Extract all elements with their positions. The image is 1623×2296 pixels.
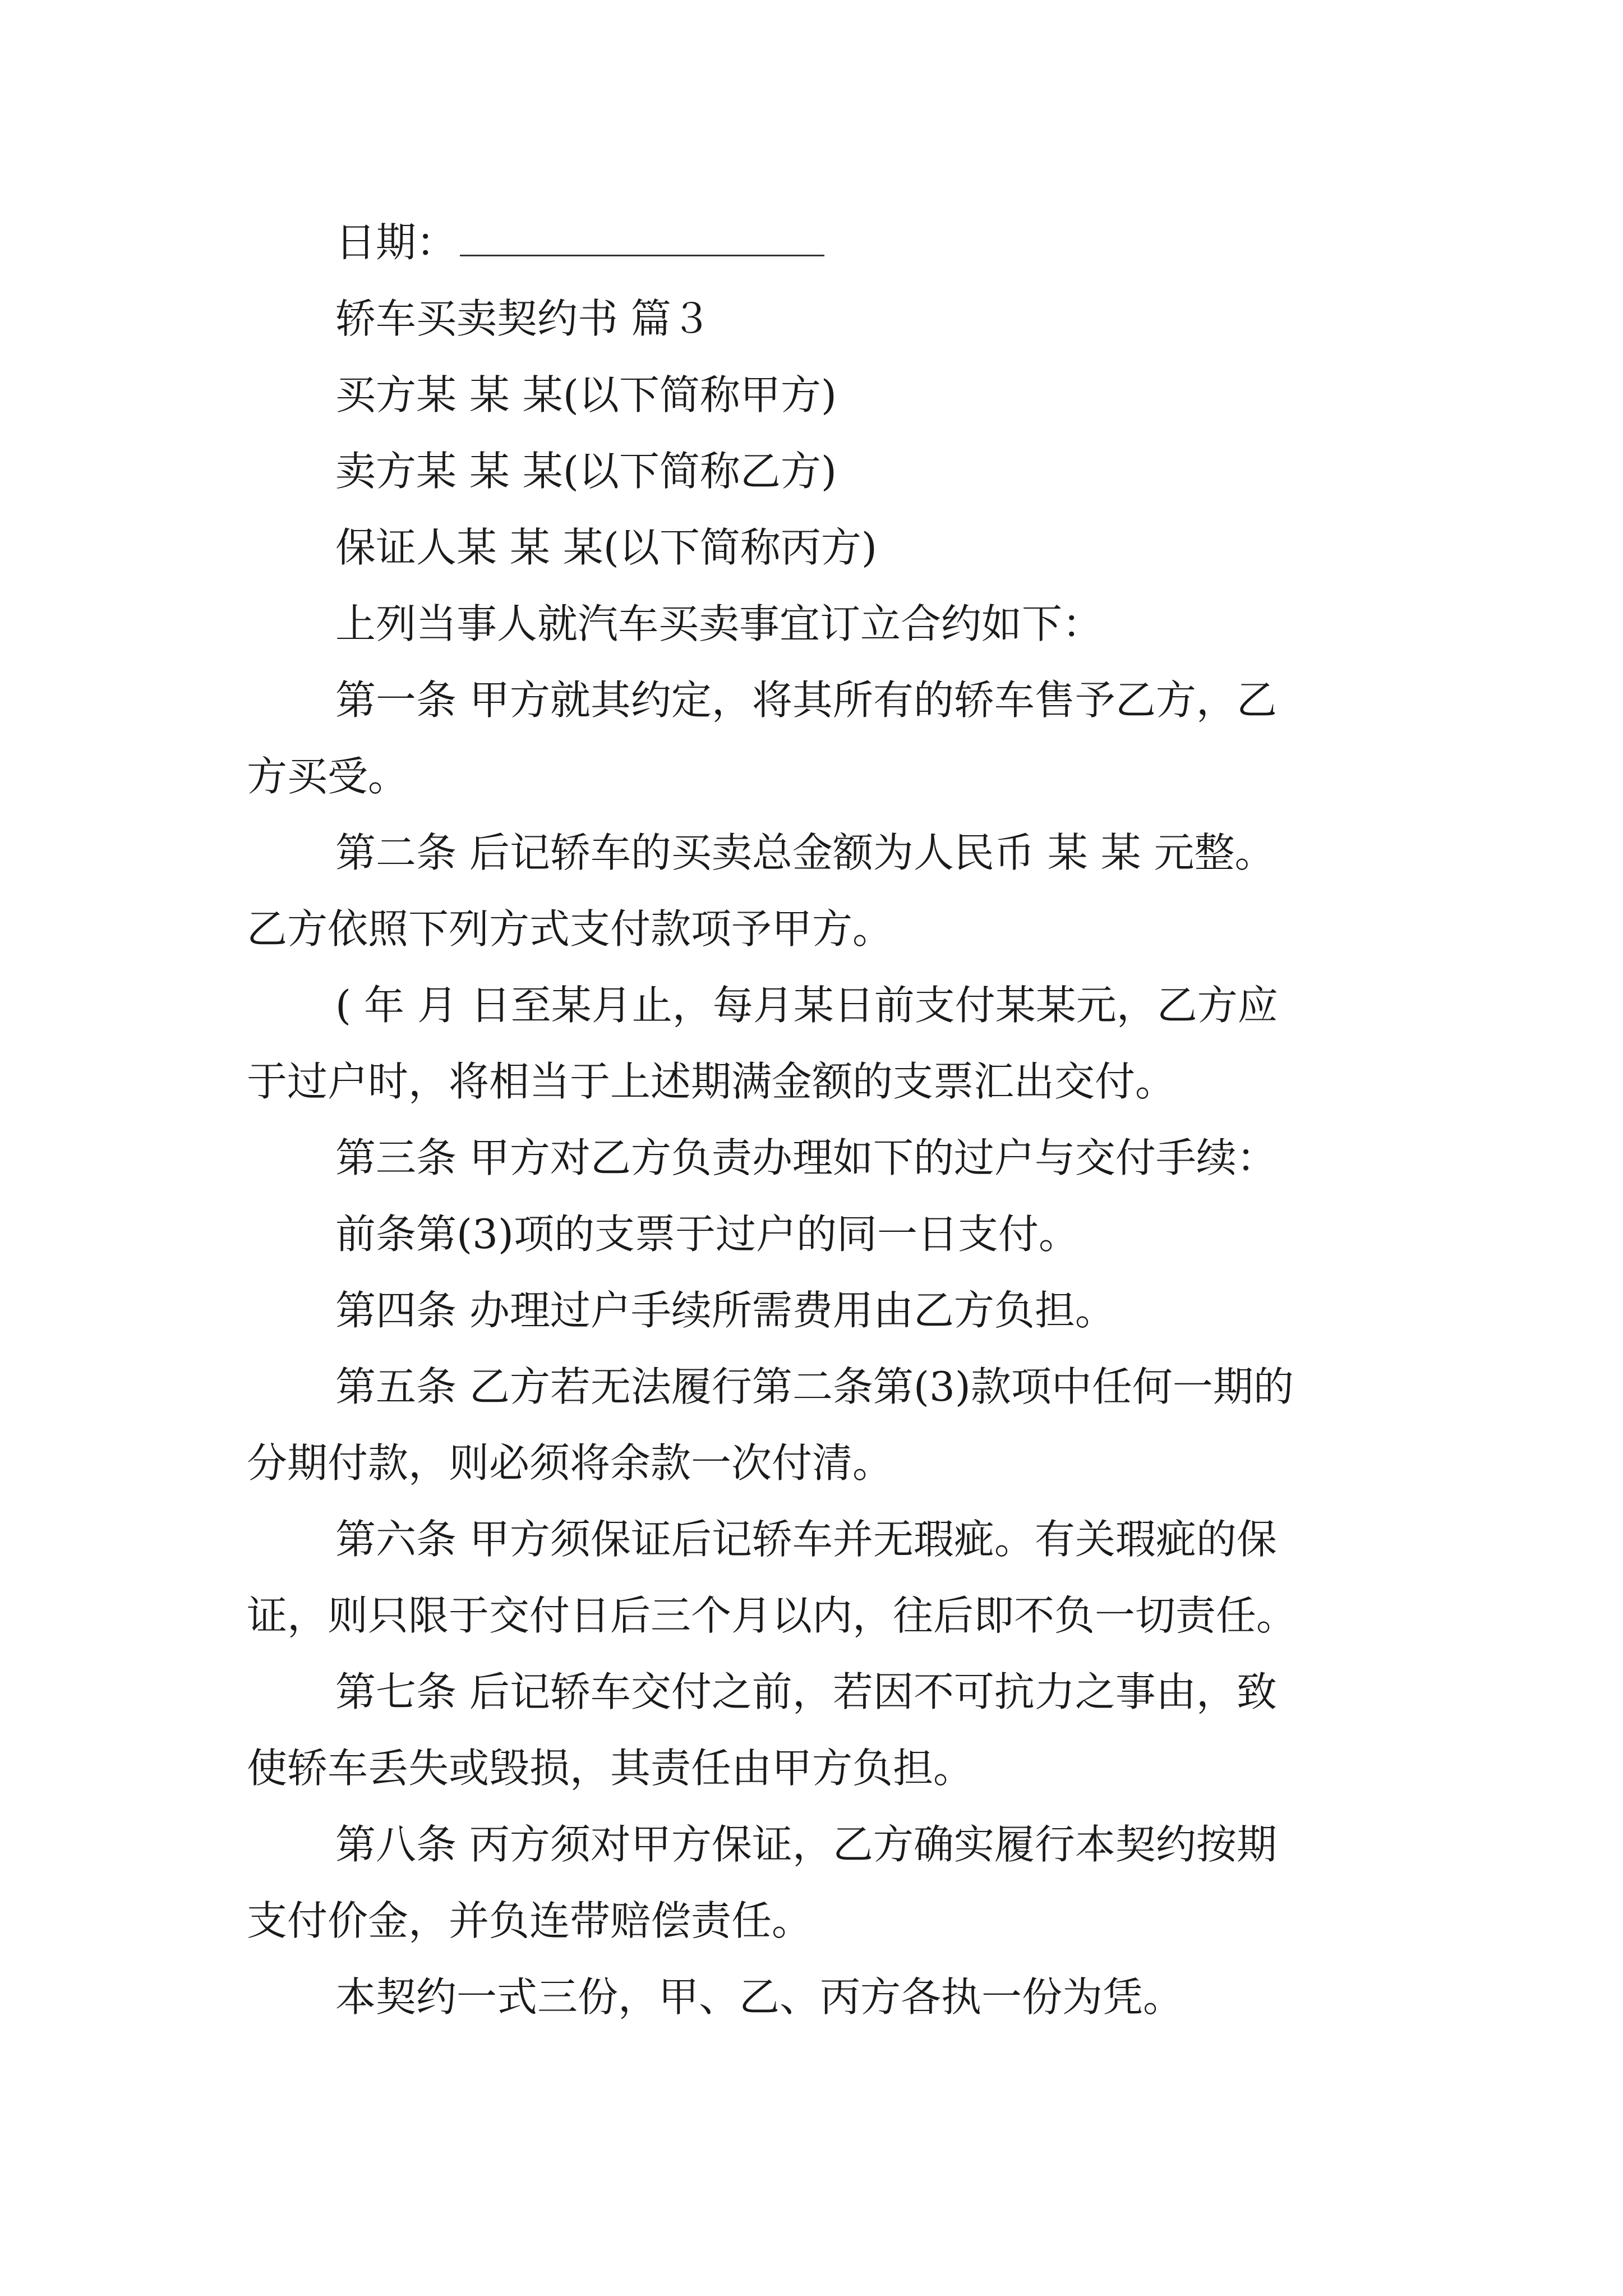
article2-line2: 乙方依照下列方式支付款项予甲方。 xyxy=(247,905,893,953)
article7-line2: 使轿车丢失或毁损，其责任由甲方负担。 xyxy=(247,1745,974,1792)
article6-line2: 证，则只限于交付日后三个月以内，往后即不负一切责任。 xyxy=(247,1592,1297,1639)
date-blank xyxy=(460,215,824,256)
payment-line1: ( 年 月 日至某月止，每月某日前支付某某元，乙方应 xyxy=(335,982,1278,1029)
closing-line: 本契约一式三份，甲、乙、丙方各执一份为凭。 xyxy=(335,1973,1184,2021)
article3-line: 第三条 甲方对乙方负责办理如下的过户与交付手续： xyxy=(335,1134,1277,1181)
article1-line1: 第一条 甲方就其约定，将其所有的轿车售予乙方，乙 xyxy=(335,677,1277,724)
article5-line2: 分期付款，则必须将余款一次付清。 xyxy=(247,1439,893,1487)
buyer-line: 买方某 某 某(以下简称甲方) xyxy=(335,371,837,418)
seller-line: 卖方某 某 某(以下简称乙方) xyxy=(335,448,837,495)
article4-line: 第四条 办理过户手续所需费用由乙方负担。 xyxy=(335,1287,1115,1334)
article5-line1: 第五条 乙方若无法履行第二条第(3)款项中任何一期的 xyxy=(335,1363,1294,1410)
article7-line1: 第七条 后记轿车交付之前，若因不可抗力之事由，致 xyxy=(335,1668,1277,1715)
article1-line2: 方买受。 xyxy=(247,753,409,800)
guarantor-line: 保证人某 某 某(以下简称丙方) xyxy=(335,524,877,571)
intro-line: 上列当事人就汽车买卖事宜订立合约如下： xyxy=(335,600,1103,647)
payment-line2: 于过户时，将相当于上述期满金额的支票汇出交付。 xyxy=(247,1058,1176,1105)
date-line xyxy=(335,214,824,270)
article8-line1: 第八条 丙方须对甲方保证，乙方确实履行本契约按期 xyxy=(335,1821,1277,1868)
article2-line1: 第二条 后记轿车的买卖总金额为人民币 某 某 元整。 xyxy=(335,829,1275,876)
article8-line2: 支付价金，并负连带赔偿责任。 xyxy=(247,1897,813,1944)
article6-line1: 第六条 甲方须保证后记轿车并无瑕疵。有关瑕疵的保 xyxy=(335,1516,1277,1563)
document-title: 轿车买卖契约书 篇３ xyxy=(335,295,712,342)
article3-note-line: 前条第(3)项的支票于过户的同一日支付。 xyxy=(335,1211,1079,1258)
date-label: 日期： xyxy=(335,219,457,266)
